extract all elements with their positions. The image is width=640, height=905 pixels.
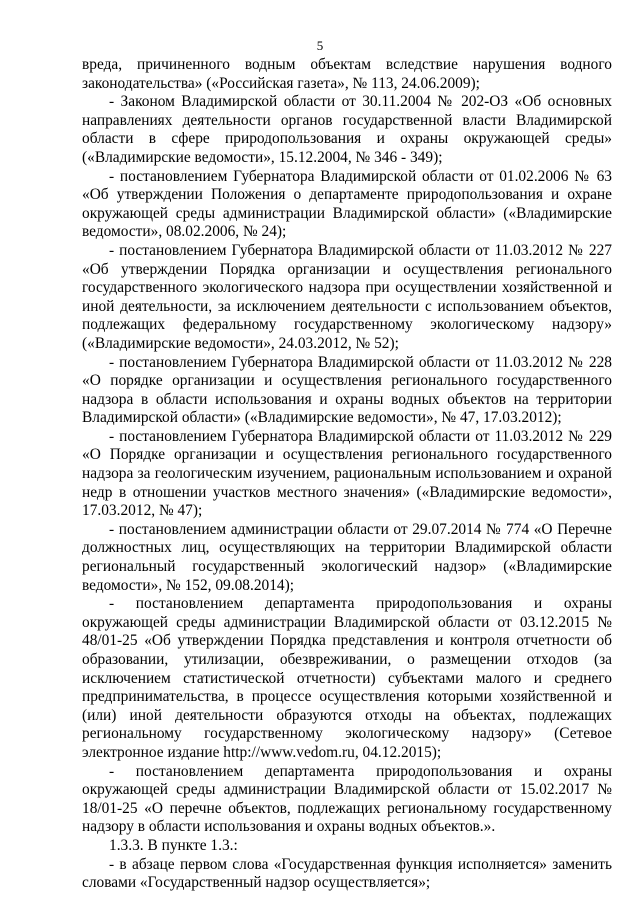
paragraph-continuation: вреда, причиненного водным объектам вследствие нарушения водного законодательства» («Российская газета», № 113, 24.06.2009); <box>82 56 612 92</box>
paragraph-law-202: - Законом Владимирской области от 30.11.2004 № 202-ОЗ «Об основных направлениях деятельности органов государственной власти Владимирской области в сфере природопользования и охраны окружающей среды» («Владимирские ведомости», 15.12.2004, № 346 - 349); <box>82 93 612 166</box>
document-body <box>82 56 612 893</box>
paragraph-resolution-48-01-25: - постановлением департамента природопользования и охраны окружающей среды администрации Владимирской области от 03.12.2015 № 48/01-25 «Об утверждении Порядка представления и контроля отчетности об образовании, утилизации, обезвреживании, о размещении отходов (за исключением статистической отчетности) субъектами малого и среднего предпринимательства, в процессе осуществления которыми хозяйственной и (или) иной деятельности образуются отходы на объектах, подлежащих региональному государственному экологическому надзору» (Сетевое электронное издание http://www.vedom.ru, 04.12.2015); <box>82 595 612 761</box>
paragraph-resolution-18-01-25: - постановлением департамента природопользования и охраны окружающей среды администрации Владимирской области от 15.02.2017 № 18/01-25 «О перечне объектов, подлежащих региональному государственному надзору в области использования и охраны водных объектов.». <box>82 762 612 836</box>
paragraph-resolution-227: - постановлением Губернатора Владимирской области от 11.03.2012 № 227 «Об утверждении Порядка организации и осуществления регионального государственного экологического надзора при осуществлении хозяйственной и иной деятельности, за исключением деятельности с использованием объектов, подлежащих федеральному государственному экологическому надзору» («Владимирские ведомости», 24.03.2012, № 52); <box>82 241 612 352</box>
paragraph-amendment: - в абзаце первом слова «Государственная функция исполняется» заменить словами «Государственный надзор осуществляется»; <box>82 855 612 892</box>
paragraph-resolution-774: - постановлением администрации области от 29.07.2014 № 774 «О Перечне должностных лиц, осуществляющих на территории Владимирской области региональный государственный экологический надзор» («Владимирские ведомости», № 152, 09.08.2014); <box>82 520 612 594</box>
paragraph-resolution-63: - постановлением Губернатора Владимирской области от 01.02.2006 № 63 «Об утверждении Положения о департаменте природопользования и охране окружающей среды администрации Владимирской области» («Владимирские ведомости», 08.02.2006, № 24); <box>82 167 612 241</box>
paragraph-resolution-229: - постановлением Губернатора Владимирской области от 11.03.2012 № 229 «О Порядке организации и осуществления регионального государственного надзора за геологическим изучением, рациональным использованием и охраной недр в отношении участков местного значения» («Владимирские ведомости», 17.03.2012, № 47); <box>82 427 612 520</box>
paragraph-resolution-228: - постановлением Губернатора Владимирской области от 11.03.2012 № 228 «О порядке организации и осуществления регионального государственного надзора в области использования и охраны водных объектов на территории Владимирской области» («Владимирские ведомости», № 47, 17.03.2012); <box>82 353 612 427</box>
page-number: 5 <box>316 38 324 53</box>
paragraph-clause-1-3-3: 1.3.3. В пункте 1.3.: <box>109 836 238 854</box>
